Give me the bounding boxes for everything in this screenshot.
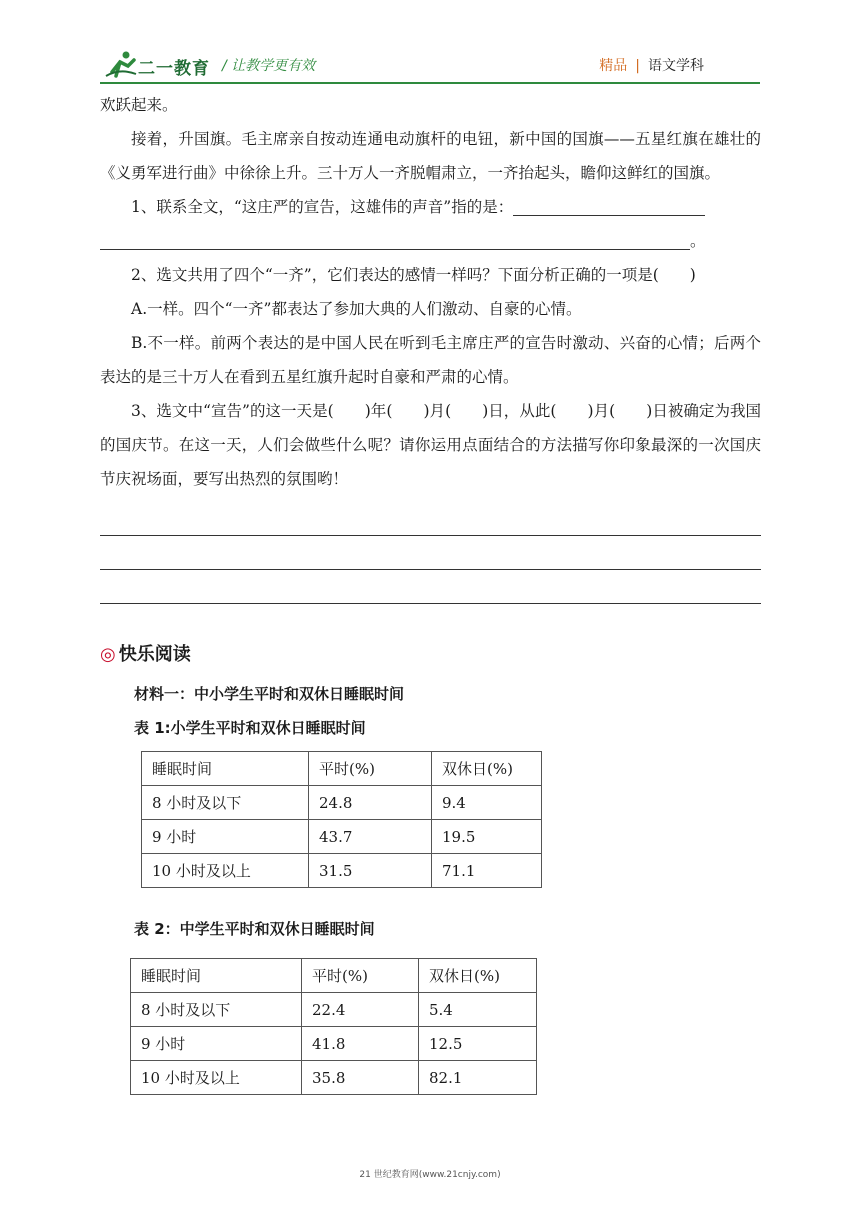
table-header-cell: 平时(%) [309,752,432,786]
table-row [142,854,542,888]
table-header-cell: 睡眠时间 [131,959,302,993]
table-cell: 12.5 [419,1027,537,1061]
answer-line[interactable] [100,536,761,570]
table-cell: 8 小时及以下 [131,993,302,1027]
table-cell: 82.1 [419,1061,537,1095]
table-cell: 9 小时 [142,820,309,854]
table-cell: 10 小时及以上 [142,854,309,888]
table-row [131,1027,537,1061]
section-title [100,640,191,666]
table-cell: 35.8 [302,1061,419,1095]
header-divider [100,82,760,84]
question-1-text: 1、联系全文，“这庄严的宣告，这雄伟的声音”指的是： [131,198,514,216]
runner-icon [104,50,138,80]
table-header-row [142,752,542,786]
passage-content [100,88,761,604]
question-1-continuation [100,224,761,258]
page-footer: 21 世纪教育网(www.21cnjy.com) [359,1170,501,1180]
passage-paragraph: 接着，升国旗。毛主席亲自按动连通电动旗杆的电钮，新中国的国旗——五星红旗在雄壮的《义勇军进行曲》中徐徐上升。三十万人一齐脱帽肃立，一齐抬起头，瞻仰这鲜红的国旗。 [100,130,761,182]
table-cell: 71.1 [432,854,542,888]
table-row [131,993,537,1027]
bullseye-icon: ◎ [100,644,116,665]
table-cell: 8 小时及以下 [142,786,309,820]
answer-blank[interactable] [100,231,690,250]
table-2 [130,958,537,1095]
table-cell: 31.5 [309,854,432,888]
answer-line[interactable] [100,570,761,604]
table-row [131,1061,537,1095]
header-right [599,55,704,75]
question-1-end: 。 [690,232,706,250]
table-cell: 9.4 [432,786,542,820]
table-cell: 22.4 [302,993,419,1027]
answer-line[interactable] [100,502,761,536]
passage-line: 欢跃起来。 [100,96,178,114]
table-row [142,786,542,820]
table-cell: 19.5 [432,820,542,854]
header-separator: | [635,58,640,74]
table-1 [141,751,542,888]
logo-text: 二一教育 [138,59,210,79]
slogan: / 让教学更有效 [222,58,316,74]
material-title: 材料一：中小学生平时和双休日睡眠时间 [134,685,405,703]
question-1 [100,190,761,224]
table-cell: 9 小时 [131,1027,302,1061]
table-header-cell: 平时(%) [302,959,419,993]
answer-blank[interactable] [513,197,705,216]
table-cell: 41.8 [302,1027,419,1061]
question-2: 2、选文共用了四个“一齐”，它们表达的感情一样吗？下面分析正确的一项是( ) [131,266,696,284]
table-row [142,820,542,854]
table-cell: 10 小时及以上 [131,1061,302,1095]
table-header-row [131,959,537,993]
quality-label: 精品 [599,58,628,74]
question-2-option-b: B.不一样。前两个表达的是中国人民在听到毛主席庄严的宣告时激动、兴奋的心情；后两个表达的是三十万人在看到五星红旗升起时自豪和严肃的心情。 [100,334,761,386]
question-3: 3、选文中“宣告”的这一天是( )年( )月( )日，从此( )月( )日被确定为我国的国庆节。在这一天，人们会做些什么呢？请你运用点面结合的方法描写你印象最深的一次国庆节庆祝场面，要写出热烈的氛围哟！ [100,402,761,488]
table-header-cell: 睡眠时间 [142,752,309,786]
subject-label: 语文学科 [648,58,704,74]
table-cell: 5.4 [419,993,537,1027]
page-header [0,0,860,82]
question-2-option-a: A.一样。四个“一齐”都表达了参加大典的人们激动、自豪的心情。 [131,300,582,318]
table-1-title: 表 1:小学生平时和双休日睡眠时间 [134,719,366,737]
table-2-title: 表 2：中学生平时和双休日睡眠时间 [134,920,375,938]
section-title-text: 快乐阅读 [118,644,191,665]
table-header-cell: 双休日(%) [432,752,542,786]
table-cell: 43.7 [309,820,432,854]
table-header-cell: 双休日(%) [419,959,537,993]
logo [104,50,224,82]
table-cell: 24.8 [309,786,432,820]
